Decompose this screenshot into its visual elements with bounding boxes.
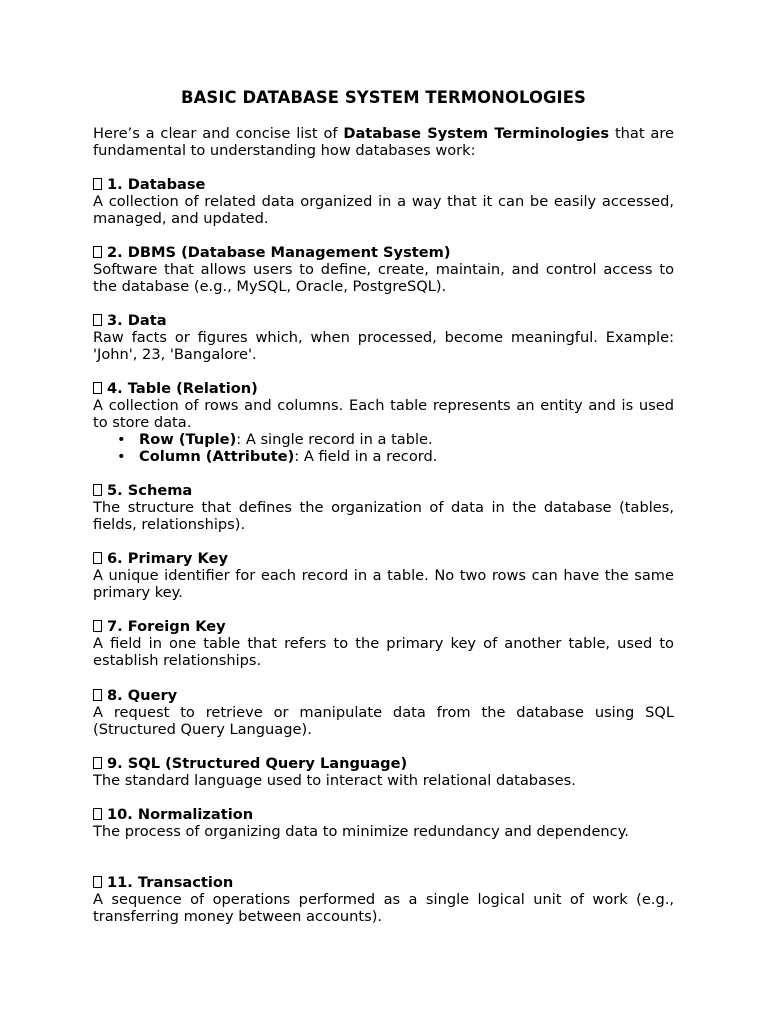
list-item: • Row (Tuple): A single record in a table.	[117, 430, 433, 448]
section-heading: 11. Transaction	[93, 875, 674, 892]
section-body: The structure that defines the organization of data in the database (tables, fields, relationships).	[93, 498, 674, 533]
section-sql	[93, 756, 674, 790]
section-body: A sequence of operations performed as a single logical unit of work (e.g., transferring money between accounts).	[93, 890, 674, 925]
section-heading: 3. Data	[93, 313, 674, 330]
checkbox-glyph-icon	[93, 689, 102, 701]
section-database	[93, 177, 674, 228]
list-item: • Column (Attribute): A field in a record.	[117, 447, 438, 465]
section-transaction	[93, 875, 674, 926]
section-heading: 7. Foreign Key	[93, 619, 674, 636]
section-foreign-key	[93, 619, 674, 670]
bullet-list	[93, 432, 674, 466]
section-schema	[93, 483, 674, 534]
section-heading: 5. Schema	[93, 483, 674, 500]
section-heading: 10. Normalization	[93, 807, 674, 824]
checkbox-glyph-icon	[93, 808, 102, 820]
checkbox-glyph-icon	[93, 178, 102, 190]
section-primary-key	[93, 551, 674, 602]
section-query	[93, 688, 674, 739]
section-data	[93, 313, 674, 364]
section-body: A request to retrieve or manipulate data from the database using SQL (Structured Query Language).	[93, 703, 674, 738]
checkbox-glyph-icon	[93, 620, 102, 632]
bullet-icon: •	[117, 430, 126, 448]
intro-text-post: that are fundamental to understanding how databases work:	[93, 125, 674, 159]
checkbox-glyph-icon	[93, 382, 102, 394]
section-heading: 8. Query	[93, 688, 674, 705]
section-body: A unique identifier for each record in a table. No two rows can have the same primary key.	[93, 566, 674, 601]
section-body: A field in one table that refers to the primary key of another table, used to establish relationships.	[93, 634, 674, 669]
intro-paragraph	[93, 126, 674, 160]
section-body: A collection of related data organized in a way that it can be easily accessed, managed, and updated.	[93, 192, 674, 227]
checkbox-glyph-icon	[93, 876, 102, 888]
document-title: BASIC DATABASE SYSTEM TERMONOLOGIES	[181, 88, 586, 107]
section-heading: 4. Table (Relation)	[93, 381, 674, 398]
intro-text-bold: Database System Terminologies	[343, 125, 610, 142]
section-body: Raw facts or figures which, when processed, become meaningful. Example: 'John', 23, 'Bangalore'.	[93, 328, 674, 363]
intro-text-pre: Here’s a clear and concise list of	[93, 125, 344, 142]
checkbox-glyph-icon	[93, 484, 102, 496]
section-heading: 2. DBMS (Database Management System)	[93, 245, 674, 262]
checkbox-glyph-icon	[93, 314, 102, 326]
section-heading: 6. Primary Key	[93, 551, 674, 568]
bullet-icon: •	[117, 447, 126, 465]
checkbox-glyph-icon	[93, 757, 102, 769]
checkbox-glyph-icon	[93, 246, 102, 258]
section-body: A collection of rows and columns. Each table represents an entity and is used to store data.	[93, 396, 674, 431]
section-heading: 1. Database	[93, 177, 674, 194]
section-normalization	[93, 807, 674, 841]
section-body: Software that allows users to define, create, maintain, and control access to the database (e.g., MySQL, Oracle, PostgreSQL).	[93, 260, 674, 295]
section-table	[93, 381, 674, 466]
checkbox-glyph-icon	[93, 552, 102, 564]
section-dbms	[93, 245, 674, 296]
section-heading: 9. SQL (Structured Query Language)	[93, 756, 674, 773]
section-body: The standard language used to interact with relational databases.	[93, 771, 576, 789]
section-body: The process of organizing data to minimize redundancy and dependency.	[93, 822, 629, 840]
